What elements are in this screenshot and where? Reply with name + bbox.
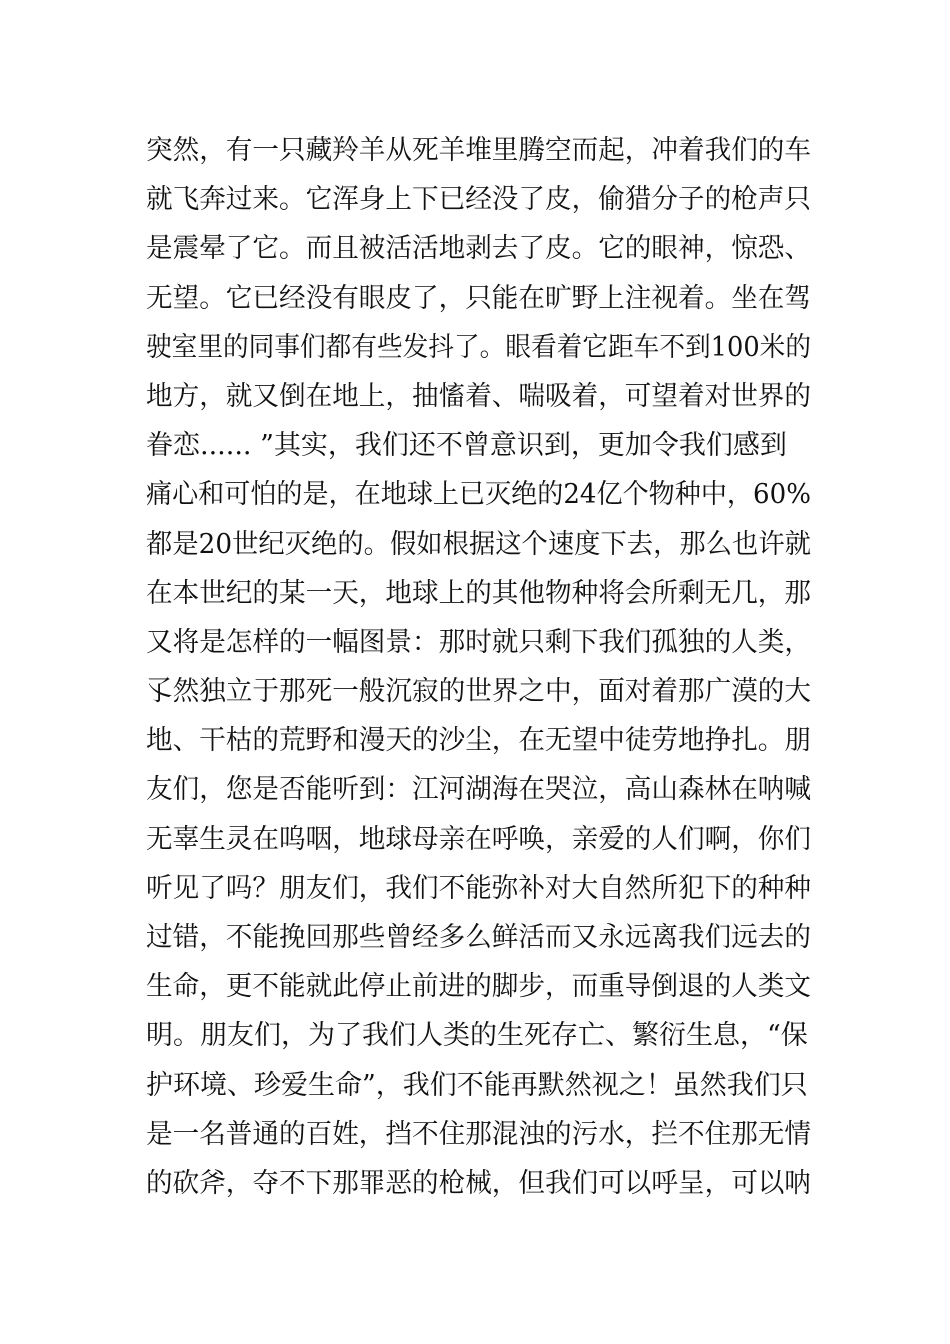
- text-line-19: [146, 1011, 811, 1060]
- text-line-content: 突然，有一只藏羚羊从死羊堆里腾空而起，冲着我们的车: [146, 135, 811, 166]
- text-line-14: [146, 765, 811, 814]
- text-line-content: 听见了吗？朋友们，我们不能弥补对大自然所犯下的种种: [146, 872, 811, 904]
- text-line-18: [146, 962, 811, 1011]
- text-line-17: [146, 913, 811, 962]
- text-line-content: 孓然独立于那死一般沉寂的世界之中，面对着那广漠的大: [146, 676, 811, 708]
- text-line-8: [146, 470, 811, 519]
- text-line-content: 无望。它已经没有眼皮了，只能在旷野上注视着。坐在驾: [146, 282, 811, 314]
- text-line-content: 驶室里的同事们都有些发抖了。眼看着它距车不到100米的: [146, 331, 811, 363]
- text-line-20: [146, 1061, 811, 1110]
- text-line-22: [146, 1159, 811, 1208]
- text-line-content: 地、干枯的荒野和漫天的沙尘，在无望中徒劳地挣扎。朋: [146, 725, 811, 757]
- text-line-content: 无辜生灵在呜咽，地球母亲在呼唤，亲爱的人们啊，你们: [146, 823, 811, 855]
- text-line-content: 的砍斧，夺不下那罪恶的枪械，但我们可以呼呈，可以呐: [146, 1167, 811, 1199]
- text-line-content: 是一名普通的百姓，挡不住那混浊的污水，拦不住那无情: [146, 1118, 811, 1150]
- text-line-9: [146, 520, 811, 569]
- text-line-content: 痛心和可怕的是，在地球上已灭绝的24亿个物种中，60%: [146, 479, 811, 511]
- text-line-15: [146, 815, 811, 864]
- text-line-content: 是震晕了它。而且被活活地剥去了皮。它的眼神，惊恐、: [146, 233, 811, 265]
- body-text: [146, 126, 811, 1208]
- text-line-content: 眷恋...... ”其实，我们还不曾意识到，更加令我们感到: [146, 430, 787, 462]
- text-line-21: [146, 1110, 811, 1159]
- text-line-content: 又将是怎样的一幅图景：那时就只剩下我们孤独的人类，: [146, 626, 811, 658]
- text-line-11: [146, 618, 811, 667]
- text-line-content: 在本世纪的某一天，地球上的其他物种将会所剩无几，那: [146, 577, 811, 609]
- text-line-13: [146, 716, 811, 765]
- text-line-content: 地方，就又倒在地上，抽慉着、喘吸着，可望着对世界的: [146, 380, 811, 412]
- text-line-5: [146, 323, 811, 372]
- text-line-12: [146, 667, 811, 716]
- text-line-4: [146, 274, 811, 323]
- text-line-6: [146, 372, 811, 421]
- text-line-content: 都是20世纪灭绝的。假如根据这个速度下去，那么也许就: [146, 528, 811, 560]
- text-line-content: 生命，更不能就此停止前进的脚步，而重导倒退的人类文: [146, 971, 811, 1003]
- text-line-2: [146, 175, 811, 224]
- text-line-1: [146, 126, 811, 175]
- text-line-10: [146, 569, 811, 618]
- text-line-16: [146, 864, 811, 913]
- text-line-content: 护环境、珍爱生命”，我们不能再默然视之！虽然我们只: [146, 1069, 808, 1101]
- text-line-content: 过错，不能挽回那些曾经多么鲜活而又永远离我们远去的: [146, 922, 811, 953]
- text-line-content: 明。朋友们，为了我们人类的生死存亡、繁衍生息，“保: [146, 1020, 808, 1052]
- text-line-content: 友们，您是否能听到：江河湖海在哭泣，高山森林在呐喊: [146, 774, 811, 806]
- text-line-3: [146, 224, 811, 273]
- text-line-7: [146, 421, 811, 470]
- text-line-content: 就飞奔过来。它浑身上下已经没了皮，偷猎分子的枪声只: [146, 184, 811, 216]
